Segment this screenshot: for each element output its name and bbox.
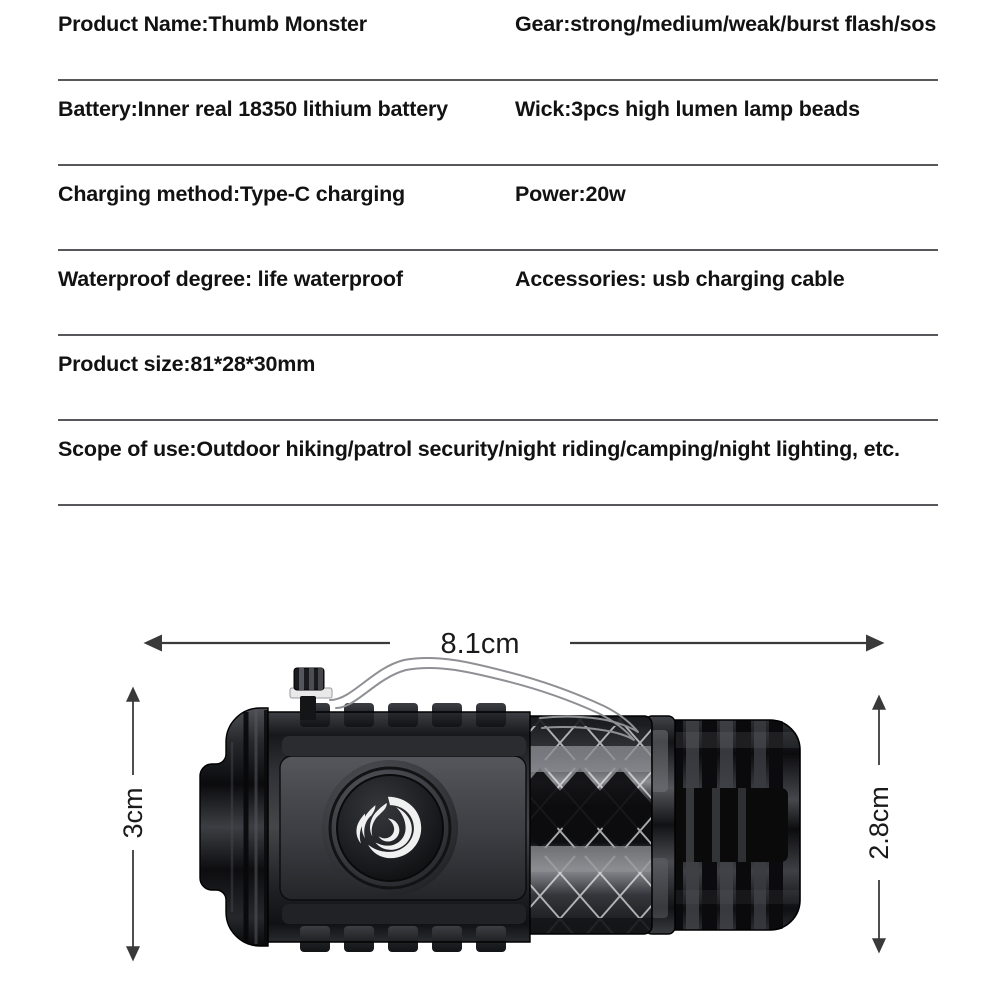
flashlight-tailcap bbox=[655, 715, 805, 945]
table-row bbox=[58, 336, 1000, 421]
tail-height-dimension bbox=[864, 708, 894, 940]
table-row bbox=[58, 0, 1000, 81]
spec-scope-of-use: Scope of use:Outdoor hiking/patrol security/night riding/camping/night lighting, etc. bbox=[58, 437, 900, 461]
table-row bbox=[58, 81, 1000, 166]
spec-product-name: Product Name:Thumb Monster bbox=[58, 12, 367, 36]
spec-waterproof-degree: Waterproof degree: life waterproof bbox=[58, 267, 403, 291]
spec-accessories: Accessories: usb charging cable bbox=[515, 267, 845, 291]
row-separator bbox=[58, 504, 938, 506]
spec-gear: Gear:strong/medium/weak/burst flash/sos bbox=[515, 12, 937, 36]
spec-wick: Wick:3pcs high lumen lamp beads bbox=[515, 97, 860, 121]
spec-product-size: Product size:81*28*30mm bbox=[58, 352, 316, 376]
flashlight-product-image bbox=[200, 658, 805, 952]
spec-battery: Battery:Inner real 18350 lithium battery bbox=[58, 97, 448, 121]
length-dimension bbox=[160, 628, 868, 660]
head-height-dimension bbox=[118, 700, 148, 948]
tail-height-label: 2.8cm bbox=[864, 786, 894, 860]
product-dimension-figure bbox=[0, 560, 1000, 1000]
length-label: 8.1cm bbox=[440, 628, 520, 660]
spec-power: Power:20w bbox=[515, 182, 626, 206]
spec-charging-method: Charging method:Type-C charging bbox=[58, 182, 405, 206]
table-row bbox=[58, 251, 1000, 336]
table-row bbox=[58, 421, 1000, 506]
table-row bbox=[58, 166, 1000, 251]
flashlight-power-button bbox=[322, 760, 458, 896]
head-height-label: 3cm bbox=[118, 787, 148, 839]
flashlight-bezel bbox=[200, 708, 268, 946]
